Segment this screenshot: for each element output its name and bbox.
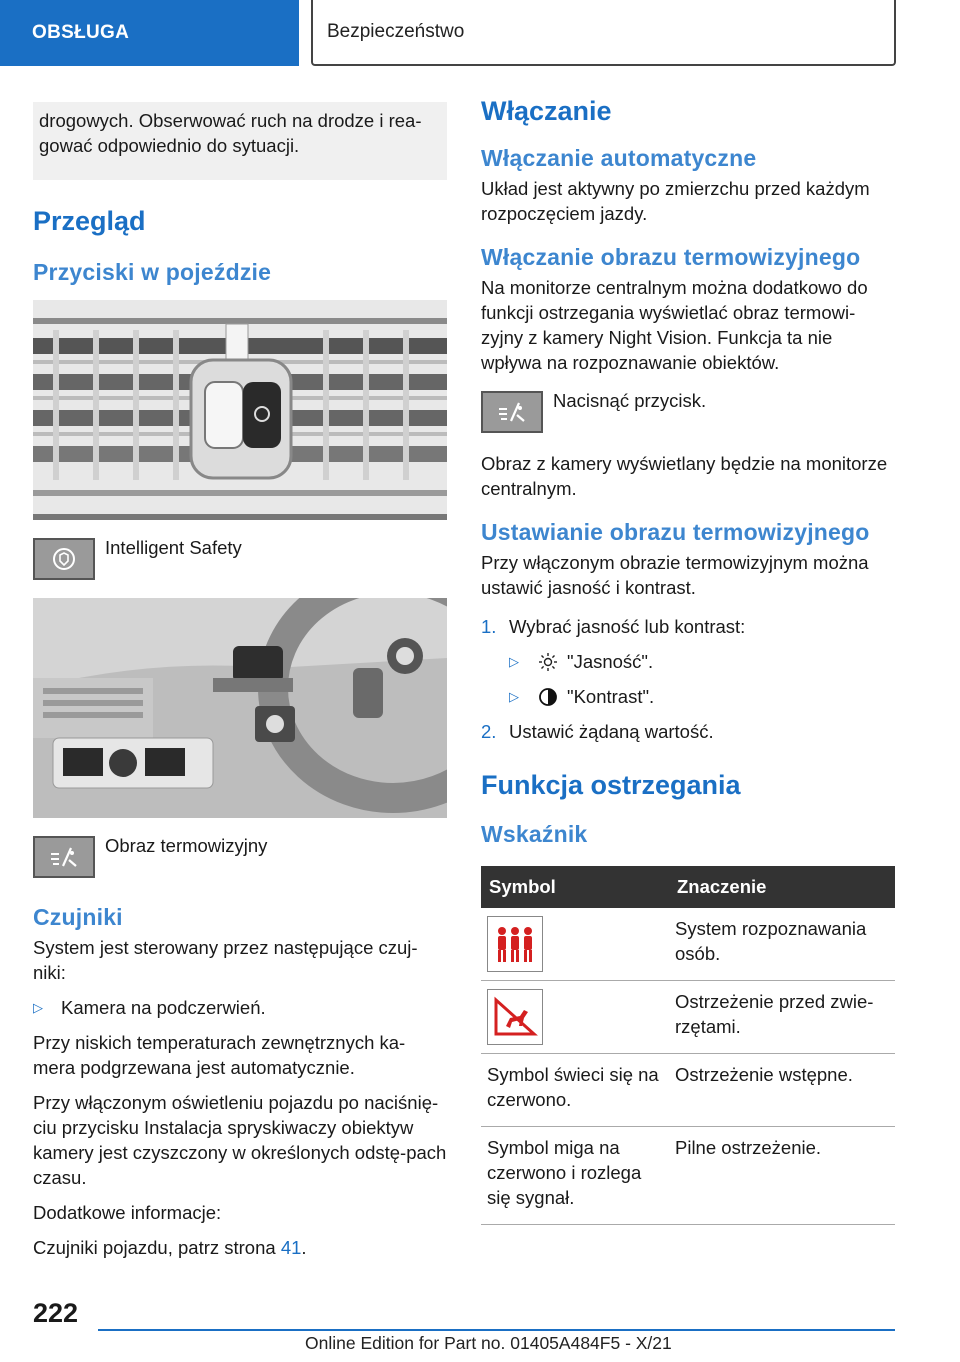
indicator-table bbox=[481, 866, 895, 1225]
button-thermal-row bbox=[33, 836, 447, 878]
heading-buttons: Przyciski w pojeździe bbox=[33, 259, 272, 285]
thermal-text: Na monitorze centralnym można dodatkowo do funkcji ostrzegania wyświetlać obraz termowi-zyjny z kamery Night Vision. Funkcja ta nie wpływa na rozpoznawanie obiektów. bbox=[481, 277, 868, 373]
table-cell-symbol bbox=[481, 981, 669, 1054]
animal-warning-icon bbox=[487, 989, 543, 1045]
step-2-text: Ustawić żądaną wartość. bbox=[509, 721, 714, 742]
cockpit-photo bbox=[33, 598, 447, 818]
thermal-label: Obraz termowizyjny bbox=[105, 835, 268, 856]
button-intelligent-safety-row bbox=[33, 538, 447, 580]
page-number: 222 bbox=[33, 1298, 79, 1328]
heading-thermal-on: Włączanie obrazu termowizyjnego bbox=[481, 244, 861, 270]
auto-text: Układ jest aktywny po zmierzchu przed każdym rozpoczęciem jazdy. bbox=[481, 178, 870, 224]
para-heating: Przy niskich temperaturach zewnętrznych ka-mera podgrzewana jest automatycznie. bbox=[33, 1032, 406, 1078]
sensors-intro: System jest sterowany przez następujące czuj-niki: bbox=[33, 937, 418, 983]
heading-sensors: Czujniki bbox=[33, 904, 123, 930]
heading-switch-on: Włączanie bbox=[481, 96, 612, 126]
right-column bbox=[481, 96, 895, 1225]
heading-thermal-set: Ustawianie obrazu termowizyjnego bbox=[481, 519, 870, 545]
table-cell-symbol bbox=[481, 908, 669, 981]
warning-note: drogowych. Obserwować ruch na drodze i rea-gować odpowiednio do sytuacji. bbox=[33, 102, 447, 180]
para-more-info: Dodatkowe informacje: bbox=[33, 1202, 222, 1223]
table-cell-meaning: System rozpoznawania osób. bbox=[669, 908, 895, 981]
substep-contrast-text: "Kontrast". bbox=[567, 686, 655, 707]
triangle-bullet-icon: ▷ bbox=[509, 654, 519, 669]
table-row bbox=[481, 908, 895, 981]
heading-auto-on: Włączanie automatyczne bbox=[481, 145, 757, 171]
grille-photo bbox=[33, 300, 447, 520]
page-link[interactable]: 41 bbox=[280, 1237, 302, 1258]
section-tab: OBSŁUGA bbox=[0, 0, 299, 66]
table-header-symbol: Symbol bbox=[481, 866, 669, 908]
contrast-icon bbox=[537, 686, 559, 708]
para-reference bbox=[33, 1235, 447, 1260]
table-cell-symbol: Symbol miga na czerwono i rozlega się sygnał. bbox=[481, 1127, 669, 1225]
footer-divider bbox=[98, 1329, 895, 1331]
step-2 bbox=[481, 719, 895, 744]
triangle-bullet-icon: ▷ bbox=[509, 689, 519, 704]
table-row bbox=[481, 1127, 895, 1225]
heading-warning-function: Funkcja ostrzegania bbox=[481, 770, 741, 800]
table-cell-meaning: Ostrzeżenie wstępne. bbox=[669, 1054, 895, 1127]
left-column bbox=[33, 102, 447, 1270]
substep-brightness-text: "Jasność". bbox=[567, 651, 654, 672]
table-row bbox=[481, 981, 895, 1054]
intelligent-safety-label: Intelligent Safety bbox=[105, 537, 242, 558]
press-button-label: Nacisnąć przycisk. bbox=[553, 390, 707, 411]
heading-indicator: Wskaźnik bbox=[481, 821, 588, 847]
edition-note: Online Edition for Part no. 01405A484F5 - X/21 bbox=[305, 1333, 672, 1353]
brightness-sun-icon bbox=[537, 651, 559, 673]
substep-brightness bbox=[509, 649, 895, 674]
persons-warning-icon bbox=[487, 916, 543, 972]
triangle-bullet-icon: ▷ bbox=[33, 1000, 43, 1015]
sensor-item-text: Kamera na podczerwień. bbox=[61, 997, 266, 1018]
substep-contrast bbox=[509, 684, 895, 709]
sensor-item bbox=[33, 995, 447, 1020]
night-vision-button-icon bbox=[33, 836, 95, 878]
table-row bbox=[481, 1054, 895, 1127]
table-cell-symbol: Symbol świeci się na czerwono. bbox=[481, 1054, 669, 1127]
step-1-text: Wybrać jasność lub kontrast: bbox=[509, 616, 746, 637]
table-cell-meaning: Ostrzeżenie przed zwie-rzętami. bbox=[669, 981, 895, 1054]
para-cleaning: Przy włączonym oświetleniu pojazdu po naciśnię-ciu przycisku Instalacja spryskiwaczy obiektyw kamery jest czyszczony w określonych odstę-pach czasu. bbox=[33, 1092, 447, 1188]
chapter-title: Bezpieczeństwo bbox=[311, 0, 896, 66]
reference-end: . bbox=[301, 1237, 307, 1258]
table-cell-meaning: Pilne ostrzeżenie. bbox=[669, 1127, 895, 1225]
step-2-number: 2. bbox=[481, 721, 497, 742]
table-header-meaning: Znaczenie bbox=[669, 866, 895, 908]
step-1-number: 1. bbox=[481, 616, 497, 637]
set-text: Przy włączonym obrazie termowizyjnym można ustawić jasność i kontrast. bbox=[481, 552, 869, 598]
intelligent-safety-button-icon bbox=[33, 538, 95, 580]
heading-overview: Przegląd bbox=[33, 206, 146, 236]
press-button-row bbox=[481, 391, 895, 433]
night-vision-button-icon bbox=[481, 391, 543, 433]
table-header-row bbox=[481, 866, 895, 908]
reference-text: Czujniki pojazdu, patrz strona bbox=[33, 1237, 276, 1258]
camera-text: Obraz z kamery wyświetlany będzie na monitorze centralnym. bbox=[481, 453, 888, 499]
step-1 bbox=[481, 614, 895, 639]
